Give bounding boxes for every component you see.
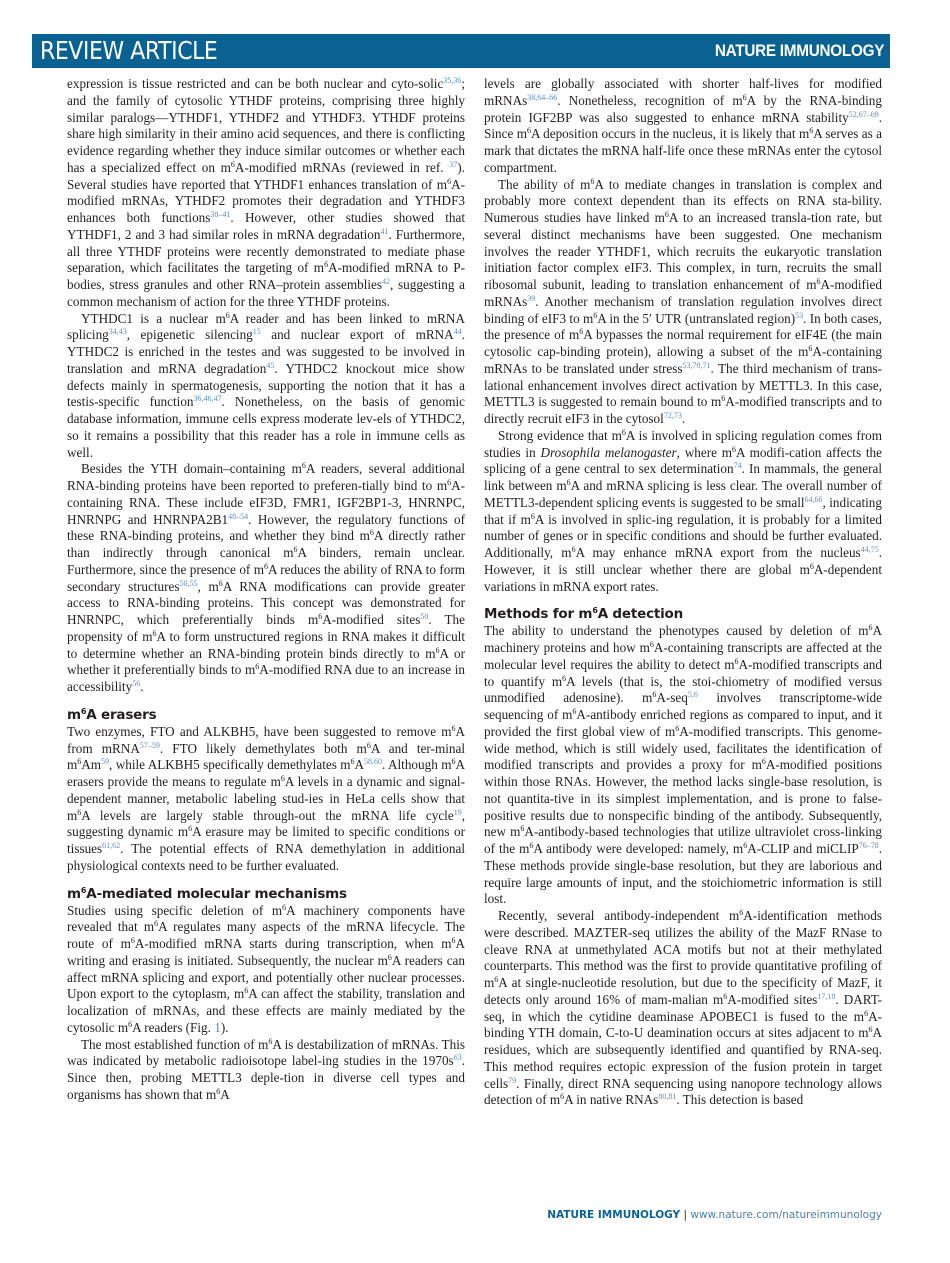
citation-link[interactable]: 34,43 <box>108 327 127 337</box>
text-run: A in the 5′ UTR (untranslated region) <box>597 310 796 326</box>
superscript: 6 <box>369 528 374 538</box>
text-run: . FTO likely demethylates both m <box>159 740 367 756</box>
text-run: . The propensity of m <box>67 612 465 644</box>
superscript: 6 <box>451 723 456 733</box>
text-run: . YTHDC2 is enriched in the testes and was suggested to be involved in translation and mRNA degradation <box>67 327 465 376</box>
superscript: 6 <box>868 623 873 633</box>
superscript: 6 <box>530 511 535 521</box>
citation-link[interactable]: 53,70,71 <box>682 360 711 370</box>
text-run: A-dependent variations in mRNA export rates. <box>484 561 882 594</box>
body-paragraph <box>484 177 882 428</box>
citation-link[interactable]: 53 <box>795 310 804 320</box>
superscript: 6 <box>350 757 355 767</box>
text-run: A is involved in splicing regulation comes from studies in <box>484 427 883 460</box>
text-run: A-CLIP and miCLIP <box>747 841 859 856</box>
text-run: Recently, several antibody-independent m <box>498 908 740 923</box>
superscript: 6 <box>734 656 739 666</box>
citation-link[interactable]: 5,6 <box>687 690 698 700</box>
superscript: 6 <box>621 427 626 437</box>
text-run: A-modified sites <box>322 612 421 627</box>
text-run: A to an increased transla-tion rate, but several distinct mechanisms have been suggested. One mechanism involves the reader YTHDF1, which recruits the eukaryotic translation initiation factor complex eIF3. This complex, in turn, recruits the small ribosomal subunit, leading to translation enhancement of m <box>484 210 882 292</box>
citation-link[interactable]: 79 <box>508 1075 517 1085</box>
superscript: 6 <box>387 952 392 962</box>
text-run: A-antibody enriched regions as compared to input, and it provided the first global view of m <box>484 707 882 739</box>
superscript: 6 <box>268 1036 273 1046</box>
footer-url-link[interactable]: www.nature.com/natureimmunology <box>690 1209 882 1221</box>
superscript: 6 <box>451 757 456 767</box>
text-run: A modifi-cation affects the splicing of a gene central to sex determination <box>484 444 882 477</box>
superscript: 6 <box>264 561 269 571</box>
text-run: A is involved in splic-ing regulation, it is probably for a limited number of genes or in specific conditions and should be further evaluated. Additionally, m <box>484 511 882 560</box>
superscript: 6 <box>280 774 285 783</box>
citation-link[interactable]: 80,81 <box>658 1092 677 1102</box>
text-run: A-modified positions within those RNAs. However, the method lacks single-base resolution, is not quantita-tive in its simplest implementation, and is prone to false-positive results due to nonspecific binding of the antibody. Subsequently, new m <box>484 757 882 840</box>
superscript: 6 <box>366 740 371 750</box>
text-run: A-containing mRNAs to be translated under stress <box>484 344 882 376</box>
text-run: A from mRNA <box>67 723 465 756</box>
text-run: A binders, remain unclear. Furthermore, since the presence of m <box>67 545 465 577</box>
citation-link[interactable]: 15 <box>252 327 261 337</box>
superscript: 6 <box>188 824 193 834</box>
text-run: A-containing RNA. These include eIF3D, FMR1, IGF2BP1-3, HNRNPC, HNRNPG and HNRNPA2B1 <box>67 478 465 527</box>
journal-name: NATURE IMMUNOLOGY <box>714 41 884 60</box>
text-run: . Furthermore, all three YTHDF proteins were recently demonstrated to mediate phase separation, which facilitates the targeting of m <box>67 226 466 276</box>
text-run: . Another mechanism of translation regulation involves direct binding of eIF3 to m <box>484 293 882 326</box>
text-run: A and mRNA splicing is less clear. The overall number of METTL3-dependent splicing events is suggested to be small <box>484 478 882 510</box>
superscript: 6 <box>816 277 821 286</box>
body-paragraph <box>484 623 882 908</box>
superscript: 6 <box>590 176 595 186</box>
text-run: . In both cases, the presence of m <box>484 310 882 343</box>
citation-link[interactable]: 50 <box>420 612 429 621</box>
text-run: A readers can affect mRNA splicing and export, and potentially other nuclear processes. Upon export to the cytoplasm, m <box>67 952 465 1002</box>
text-run: Studies using specific deletion of m <box>67 902 283 918</box>
text-run: A erasers provide the means to regulate m <box>67 757 465 789</box>
text-run: Two enzymes, FTO and ALKBH5, have been suggested to remove m <box>67 723 452 739</box>
text-run: . <box>681 411 686 426</box>
footer-journal-name: NATURE IMMUNOLOGY <box>547 1209 681 1221</box>
text-run: , suggesting dynamic m <box>67 807 465 840</box>
text-run: ). Several studies have reported that YTHDF1 enhances translation of m <box>67 159 465 192</box>
text-run: A <box>220 1086 230 1102</box>
text-run: A to form unstructured regions in RNA makes it difficult to determine whether an RNA-binding protein binds directly to m <box>67 628 465 661</box>
body-paragraph <box>67 724 465 875</box>
text-run: A erasure may be limited to specific conditions or tissues <box>67 824 465 856</box>
text-run: A residues, which are subsequently identified and quantified by RNA-seq. This method requires ectopic expression of the fusion protein in target cells <box>484 1025 882 1091</box>
citation-link[interactable]: 41 <box>380 226 389 236</box>
body-paragraph <box>67 903 465 1037</box>
text-run: A levels (that is, the stoi-chiometry of modified versus unmodified adenosine). m <box>484 673 882 706</box>
text-run: A detection <box>597 606 684 623</box>
body-paragraph <box>67 311 465 462</box>
superscript: 6 <box>216 1086 221 1096</box>
text-run: A machinery proteins and how m <box>484 623 882 655</box>
body-paragraph <box>484 428 882 596</box>
text-run: , where m <box>676 444 733 460</box>
superscript: 6 <box>225 310 230 320</box>
citation-link[interactable]: 72,73 <box>663 411 682 420</box>
text-run: . Nonetheless, recognition of m <box>557 92 743 108</box>
text-run: The ability to understand the phenotypes caused by deletion of m <box>484 623 869 639</box>
superscript: 6 <box>282 902 287 912</box>
text-run: , m <box>197 578 219 594</box>
text-run: A-modified mRNAs <box>484 277 882 309</box>
text-run: A regulates many aspects of the mRNA lifecycle. The route of m <box>67 919 465 951</box>
citation-link[interactable]: 74 <box>733 461 742 471</box>
superscript: 6 <box>447 478 452 487</box>
footer-separator: | <box>683 1209 688 1221</box>
text-run: The ability of m <box>498 176 591 192</box>
text-run: A-seq <box>656 690 688 706</box>
page-footer <box>547 1208 882 1222</box>
superscript: 6 <box>675 723 680 733</box>
text-run: A levels in a dynamic and signal-dependent manner, metabolic labeling stud-ies in HeLa cells show that m <box>67 774 465 823</box>
text-run: A-modified mRNAs (reviewed in ref. <box>234 159 450 175</box>
citation-link[interactable]: 52,67–69 <box>848 109 879 119</box>
superscript: 6 <box>652 690 657 700</box>
text-run: A reduces the ability of RNA to form secondary structures <box>67 561 465 594</box>
text-run: . This detection is based <box>676 1092 804 1108</box>
text-run: A to mediate changes in translation is complex and probably more context dependent than its effects on RNA sta-bility. Numerous studies have linked m <box>484 176 882 225</box>
text-run: . The third mechanism of trans-lational enhancement involves direct activation by METTL3. In this case, METTL3 is suggested to remain bound to m <box>484 360 882 410</box>
citation-link[interactable]: 17,18 <box>817 991 836 1001</box>
text-run: A-modified mRNA to P-bodies, stress granules and other RNA–protein assemblies <box>67 260 465 292</box>
superscript: 6 <box>572 707 577 716</box>
superscript: 6 <box>560 1092 565 1102</box>
figure-link[interactable]: 1 <box>214 1019 221 1035</box>
text-run: A-modified mRNAs, YTHDF2 promotes their degradation and YTHDF3 enhances both functions <box>67 176 465 225</box>
superscript: 6 <box>809 561 814 571</box>
text-run: A-modified transcripts and to quantify m <box>484 656 882 689</box>
text-run: , while ALKBH5 specifically demethylates m <box>109 757 351 773</box>
superscript: 6 <box>154 919 159 929</box>
text-run: . However, the regulatory functions of these RNA-binding proteins, and whether they bind m <box>67 511 465 544</box>
body-paragraph <box>67 461 465 696</box>
citation-link[interactable]: 19 <box>453 807 462 817</box>
text-run: A directly rather than indirectly through canonical m <box>67 528 465 560</box>
text-run: A bypasses the normal requirement for eIF4E (the main cytosolic cap-binding protein), allowing a subset of the m <box>484 327 882 359</box>
citation-link[interactable]: 38–41 <box>210 210 231 219</box>
citation-link[interactable]: 61,62 <box>102 841 121 850</box>
superscript: 6 <box>649 640 654 649</box>
text-run: levels are globally associated with shorter half-lives for modified mRNAs <box>484 76 882 108</box>
body-paragraph <box>484 76 882 177</box>
superscript: 6 <box>723 991 728 1001</box>
text-run: . Nonetheless, on the basis of genomic database information, immune cells express moderate lev-els of YTHDC2, so it remains a possibility that this reader has a role in immune cells as well. <box>67 394 465 460</box>
superscript: 6 <box>732 444 737 454</box>
article-header-bar <box>32 34 890 68</box>
superscript: 6 <box>255 662 260 672</box>
text-run: A <box>354 757 365 773</box>
left-column <box>67 76 465 1104</box>
italic-text: Drosophila melanogaster <box>540 444 677 460</box>
section-heading <box>67 707 465 724</box>
superscript: 6 <box>318 612 323 621</box>
citation-link[interactable]: 38,64–66 <box>527 92 558 102</box>
superscript: 6 <box>324 260 329 270</box>
text-run: A antibody were developed: namely, m <box>533 841 744 856</box>
text-run: . Although m <box>382 757 452 773</box>
text-run: A is destabilization of mRNAs. This was indicated by metabolic radioisotope label-ing studies in the 1970s <box>67 1036 465 1069</box>
body-paragraph <box>484 908 882 1109</box>
text-run: A writing and erasing is initiated. Subsequently, the nuclear m <box>67 936 465 968</box>
superscript: 6 <box>80 706 87 716</box>
text-run: . These methods provide single-base resolution, but they are laborious and require large amounts of input, and the stoichiometric information is still lost. <box>484 841 882 907</box>
text-run: expression is tissue restricted and can be both nuclear and cyto-solic <box>67 76 444 91</box>
text-run: . However, it is still unclear whether there are global m <box>484 545 882 577</box>
text-run: Strong evidence that m <box>498 427 622 443</box>
text-run: A-containing transcripts are affected at the molecular level requires the ability to detect m <box>484 640 882 672</box>
text-run: . In mammals, the general link between m <box>484 461 882 493</box>
citation-link[interactable]: 36,46,47 <box>193 394 222 404</box>
superscript: 6 <box>451 936 456 945</box>
superscript: 6 <box>526 126 531 136</box>
citation-link[interactable]: 37 <box>449 159 458 169</box>
text-run: , epigenetic silencing <box>126 327 253 343</box>
superscript: 6 <box>77 757 82 767</box>
text-run: . Since m <box>484 109 882 142</box>
text-run: The most established function of m <box>81 1036 269 1052</box>
section-label: REVIEW ARTICLE <box>40 36 218 65</box>
text-run: Besides the YTH domain–containing m <box>81 461 302 477</box>
superscript: 6 <box>230 159 235 169</box>
superscript: 6 <box>571 545 576 554</box>
superscript: 6 <box>520 824 525 834</box>
superscript: 6 <box>664 210 669 219</box>
text-run: A readers, several additional RNA-binding proteins have been reported to preferen-tially bind to m <box>67 461 465 493</box>
superscript: 6 <box>80 885 87 895</box>
right-column <box>484 76 882 1109</box>
text-run: A-modified transcripts and to directly recruit eIF3 in the cytosol <box>484 394 882 426</box>
citation-link[interactable]: 48–54 <box>228 511 249 521</box>
citation-link[interactable]: 50,55 <box>179 578 198 588</box>
superscript: 6 <box>566 478 571 487</box>
superscript: 6 <box>447 176 452 186</box>
citation-link[interactable]: 57–59 <box>139 740 160 750</box>
citation-link[interactable]: 56 <box>132 679 141 688</box>
superscript: 6 <box>592 606 598 616</box>
superscript: 6 <box>739 908 744 917</box>
text-run: A readers (Fig. <box>132 1019 215 1035</box>
text-run: A reader and has been linked to mRNA splicing <box>67 310 465 343</box>
text-run: A-modified sites <box>727 991 818 1007</box>
text-run: ). <box>220 1019 229 1035</box>
superscript: 6 <box>743 841 748 850</box>
text-run: A-modified mRNA starts during transcription, when m <box>134 936 452 951</box>
text-run: A can affect the stability, translation and localization of mRNAs, and these effects are mainly mediated by the cytosolic m <box>67 986 466 1035</box>
superscript: 6 <box>128 1019 133 1029</box>
superscript: 6 <box>494 975 499 984</box>
superscript: 6 <box>435 645 440 655</box>
text-run: A-modified RNA due to an increase in accessibility <box>67 662 466 694</box>
text-run: A by the RNA-binding protein IGF2BP was also suggested to enhance mRNA stability <box>484 92 882 125</box>
text-run: A-identification methods were described. MAZTER-seq utilizes the ability of the MazF RNase to cleave RNA at unmethylated ACA motifs but not at their methylated counterparts. This method was the first to provide quantitative profiling of m <box>484 908 882 990</box>
citation-link[interactable]: 42 <box>382 277 391 286</box>
text-run: involves transcriptome-wide sequencing of m <box>484 690 882 722</box>
superscript: 6 <box>868 1025 873 1035</box>
text-run: ; and the family of cytosolic YTHDF proteins, comprising three highly similar paralogs—YTHDF1, YTHDF2 and YTHDF3. YTHDF proteins share high similarity in their amino acid sequences, and there is conflicting evidence regarding whether they induce similar outcomes or whether each has a specialized effect on m <box>67 76 465 175</box>
text-run: A-modified transcripts. This genome-wide method, which is still widely used, facilitates the identification of modified transcripts and provides a proxy for m <box>484 723 882 773</box>
text-run: A serves as a mark that dictates the mRNA half-life once these mRNAs enter the cytosol compartment. <box>484 126 882 175</box>
text-run: A or whether it preferentially binds to m <box>67 645 465 678</box>
superscript: 6 <box>130 936 135 945</box>
text-run: A and ter-minal m <box>67 740 465 773</box>
citation-link[interactable]: 45 <box>266 360 275 370</box>
citation-link[interactable]: 59 <box>101 757 110 767</box>
text-run: . DART-seq, in which the cytidine deaminase APOBEC1 is fused to the m <box>484 991 882 1024</box>
text-run: A machinery components have revealed that m <box>67 902 466 935</box>
text-run: A erasers <box>86 706 157 723</box>
superscript: 6 <box>721 394 726 404</box>
text-run: m <box>67 885 81 902</box>
citation-link[interactable]: 39 <box>527 293 536 303</box>
text-run: m <box>67 706 81 723</box>
text-run: and nuclear export of mRNA <box>260 327 454 343</box>
text-run: . The potential effects of RNA demethylation in additional physiological contexts need to be further evaluated. <box>67 841 465 873</box>
section-heading <box>67 886 465 903</box>
superscript: 6 <box>808 344 813 353</box>
text-run: , suggesting a common mechanism of action for the three YTHDF proteins. <box>67 277 465 309</box>
superscript: 6 <box>761 757 766 767</box>
citation-link[interactable]: 63 <box>453 1053 462 1063</box>
text-run: . YTHDC2 knockout mice show defects mainly in spermatogenesis, supporting the notion that it has a testis-specific function <box>67 360 465 410</box>
citation-link[interactable]: 44,75 <box>860 545 879 554</box>
superscript: 6 <box>742 92 747 102</box>
superscript: 6 <box>593 310 598 320</box>
superscript: 6 <box>244 986 249 996</box>
text-run: A levels are largely stable through-out the mRNA life cycle <box>81 807 454 823</box>
body-paragraph <box>67 76 465 311</box>
text-run: A-antibody-based technologies that utilize ultraviolet cross-linking of the m <box>484 824 882 856</box>
text-run: A at single-nucleotide resolution, but due to the specificity of MazF, it detects only around 16% of mam-malian m <box>484 975 882 1007</box>
superscript: 6 <box>529 841 534 850</box>
text-run: A-mediated molecular mechanisms <box>86 885 347 902</box>
text-run: Am <box>81 757 102 773</box>
section-heading <box>484 606 882 623</box>
superscript: 6 <box>864 1008 869 1018</box>
body-paragraph <box>67 1037 465 1104</box>
superscript: 6 <box>579 327 584 337</box>
superscript: 6 <box>218 578 223 588</box>
superscript: 6 <box>77 807 82 817</box>
text-run: A deposition occurs in the nucleus, it is likely that m <box>530 126 810 142</box>
text-run: . <box>140 679 144 694</box>
text-run: . However, other studies showed that YTHDF1, 2 and 3 had similar roles in mRNA degradation <box>67 210 465 242</box>
text-run: YTHDC1 is a nuclear m <box>81 310 226 326</box>
text-run: A in native RNAs <box>564 1092 659 1108</box>
citation-link[interactable]: 35,36 <box>443 76 462 85</box>
text-run: A-binding YTH domain, C-to-U deamination occurs at sites adjacent to m <box>484 1008 882 1041</box>
citation-link[interactable]: 64,66 <box>804 494 823 504</box>
citation-link[interactable]: 58,60 <box>364 757 383 767</box>
superscript: 6 <box>562 673 567 683</box>
text-run: Methods for m <box>484 606 593 623</box>
superscript: 6 <box>809 126 814 136</box>
text-run: A RNA modifications can provide greater access to RNA-binding proteins. This concept was demonstrated for HNRNPC, which preferentially binds m <box>67 578 465 627</box>
text-run: . Finally, direct RNA sequencing using nanopore technology allows detection of m <box>484 1075 882 1108</box>
citation-link[interactable]: 76–78 <box>858 841 879 850</box>
superscript: 6 <box>301 461 306 471</box>
citation-link[interactable]: 44 <box>453 327 462 337</box>
superscript: 6 <box>293 545 298 554</box>
text-run: . Since then, probing METTL3 deple-tion in diverse cell types and organisms has shown that m <box>67 1053 465 1102</box>
superscript: 6 <box>152 628 157 638</box>
text-run: , indicating that if m <box>484 494 882 527</box>
text-run: A may enhance mRNA export from the nucleus <box>575 545 861 560</box>
